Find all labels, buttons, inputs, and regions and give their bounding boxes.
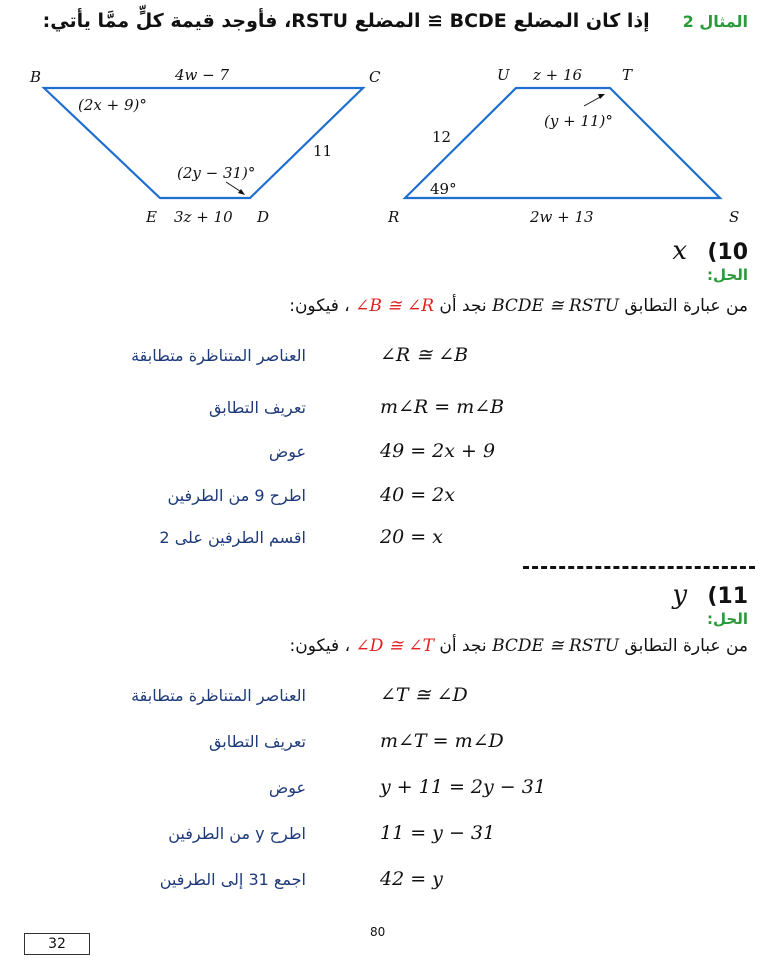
intro-angles: ∠D ≅ ∠T (355, 636, 434, 656)
rstu-angle-r: 49° (430, 180, 457, 198)
polygons-figure (0, 62, 768, 242)
bcde-top-side: 4w − 7 (175, 66, 230, 84)
intro-prefix: من عبارة التطابق (624, 636, 748, 656)
intro-middle: نجد أن (439, 296, 487, 316)
intro-congruence: BCDE ≅ RSTU (492, 636, 620, 656)
intro-middle: نجد أن (439, 636, 487, 656)
q10-step-4-reason: اطرح 9 من الطرفين (167, 486, 306, 505)
question-11-variable: y (672, 580, 688, 610)
q11-step-3-equation: y + 11 = 2y − 31 (380, 776, 546, 798)
intro-angles: ∠B ≅ ∠R (355, 296, 434, 316)
q10-step-3-reason: عوض (268, 442, 306, 461)
rstu-top-side: z + 16 (533, 66, 583, 84)
question-10-intro (20, 296, 748, 316)
q11-step-4-equation: 11 = y − 31 (380, 822, 496, 844)
vertex-e: E (146, 208, 157, 226)
vertex-c: C (369, 68, 381, 86)
angle-t-arrowhead (598, 94, 605, 99)
q10-step-2-reason: تعريف التطابق (208, 398, 306, 417)
example-header (20, 8, 748, 38)
page-box-number: 32 (24, 933, 90, 955)
bcde-angle-b: (2x + 9)° (78, 96, 147, 114)
q11-step-1-reason: العناصر المتناظرة متطابقة (131, 686, 306, 705)
q10-step-5-equation: 20 = x (380, 526, 443, 548)
question-11-solution-label: الحل: (707, 610, 748, 628)
question-11-intro (20, 636, 748, 656)
intro-congruence: BCDE ≅ RSTU (492, 296, 620, 316)
q11-step-1-equation: ∠T ≅ ∠D (380, 684, 468, 706)
section-divider (523, 566, 755, 569)
rstu-left-side: 12 (432, 128, 452, 146)
bcde-angle-d: (2y − 31)° (177, 164, 256, 182)
vertex-s: S (729, 208, 740, 226)
q11-step-3-reason: عوض (268, 778, 306, 797)
q11-step-2-equation: m∠T = m∠D (380, 730, 504, 752)
q11-step-4-reason: اطرح y من الطرفين (168, 824, 306, 843)
page-number: 80 (370, 925, 386, 939)
q11-step-2-reason: تعريف التطابق (208, 732, 306, 751)
example-label: المثال 2 (682, 12, 748, 31)
q10-step-5-reason: اقسم الطرفين على 2 (159, 528, 306, 547)
vertex-u: U (497, 66, 510, 84)
rstu-angle-t: (y + 11)° (544, 112, 613, 130)
question-11-heading (672, 580, 748, 610)
question-11-number: (11 (707, 584, 748, 609)
rstu-bottom-side: 2w + 13 (530, 208, 594, 226)
intro-suffix: ، فيكون: (289, 636, 351, 656)
q10-step-3-equation: 49 = 2x + 9 (380, 440, 496, 462)
angle-t-arrow (584, 96, 602, 106)
vertex-d: D (257, 208, 270, 226)
vertex-b: B (30, 68, 42, 86)
vertex-t: T (622, 66, 633, 84)
instruction-text: إذا كان المضلع BCDE ≅ المضلع RSTU، فأوجد قيمة كلٍّ ممَّا يأتي: (42, 10, 650, 32)
q10-step-4-equation: 40 = 2x (380, 484, 455, 506)
question-10-number: (10 (707, 240, 748, 265)
q10-step-1-equation: ∠R ≅ ∠B (380, 344, 469, 366)
intro-prefix: من عبارة التطابق (624, 296, 748, 316)
question-10-solution-label: الحل: (707, 266, 748, 284)
q10-step-2-equation: m∠R = m∠B (380, 396, 505, 418)
q10-step-1-reason: العناصر المتناظرة متطابقة (131, 346, 306, 365)
q11-step-5-equation: 42 = y (380, 868, 443, 890)
question-10-heading (672, 236, 748, 266)
q11-step-5-reason: اجمع 31 إلى الطرفين (159, 870, 306, 889)
vertex-r: R (388, 208, 400, 226)
intro-suffix: ، فيكون: (289, 296, 350, 316)
bcde-right-side: 11 (313, 142, 333, 160)
bcde-bottom-side: 3z + 10 (174, 208, 233, 226)
question-10-variable: x (672, 236, 688, 266)
